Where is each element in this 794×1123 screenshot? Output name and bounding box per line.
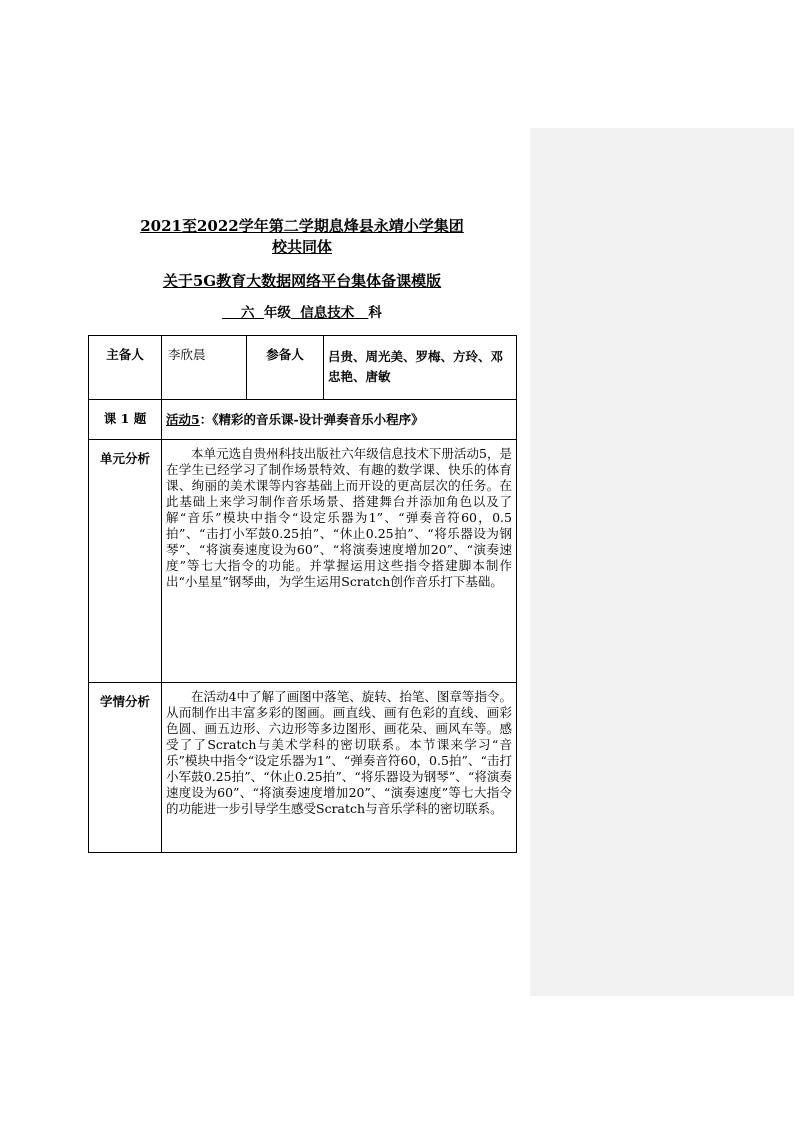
grade-unit: 年级 bbox=[263, 305, 291, 321]
unit-analysis-text: 本单元选自贵州科技出版社六年级信息技术下册活动5，是在学生已经学习了制作场景特效、有趣的数学课、快乐的体育课、绚丽的美术课等内容基础上而开设的更高层次的任务。在此基础上来学习制作音乐场景、搭建舞台并添加角色以及了解“音乐”模块中指令“设定乐器为1”、“弹奏音符60，0.5拍”、“击打小军鼓0.25拍”、“休止0.25拍”、“将乐器设为钢琴”、“将演奏速度设为60”、“将演奏速度增加20”、“演奏速度”等七大指令的功能。并掌握运用这些指令搭建脚本制作出“小星星”钢琴曲，为学生运用Scratch创作音乐打下基础。 bbox=[162, 440, 517, 683]
subject-unit: 科 bbox=[368, 305, 382, 321]
comment-pane bbox=[530, 128, 794, 996]
student-analysis-text: 在活动4中了解了画图中落笔、旋转、抬笔、图章等指令。从而制作出丰富多彩的图画。画直线、画有色彩的直线、画彩色圆、画五边形、六边形等多边图形、画花朵、画风车等。感受了了Scratch与美术学科的密切联系。本节课来学习“音乐”模块中指令“设定乐器为1”、“弹奏音符60，0.5拍”、“击打小军鼓0.25拍”、“休止0.25拍”、“将乐器设为钢琴”、“将演奏速度设为60”、“将演奏速度增加20”、“演奏速度”等七大指令的功能进一步引导学生感受Scratch与音乐学科的密切联系。 bbox=[162, 683, 517, 853]
grade-value: 六 bbox=[240, 305, 255, 321]
document-title-line2: 校共同体 bbox=[271, 238, 332, 256]
participants-names: 吕贵、周光美、罗梅、方玲、邓忠艳、唐敏 bbox=[324, 336, 517, 400]
table-row bbox=[89, 440, 517, 683]
host-name: 李欣晨 bbox=[162, 336, 247, 400]
host-label: 主备人 bbox=[89, 336, 162, 400]
unit-analysis-label: 单元分析 bbox=[89, 440, 162, 683]
grade-blank bbox=[222, 305, 264, 321]
student-analysis-label: 学情分析 bbox=[89, 683, 162, 853]
subject-value: 信息技术 bbox=[300, 305, 355, 321]
table-row bbox=[89, 400, 517, 440]
participants-label: 参备人 bbox=[247, 336, 324, 400]
topic-cell bbox=[162, 400, 517, 440]
table-row bbox=[89, 336, 517, 400]
subject-blank bbox=[291, 305, 369, 321]
topic-prefix: 活动5 bbox=[166, 412, 200, 427]
table-row bbox=[89, 683, 517, 853]
document-title-line3: 关于5G教育大数据网络平台集体备课模版 bbox=[162, 272, 442, 290]
topic-label: 课 1 题 bbox=[89, 400, 162, 440]
topic-text: ：《精彩的音乐课-设计弹奏音乐小程序》 bbox=[199, 412, 424, 427]
document-title-line1: 2021至2022学年第二学期息烽县永靖小学集团 bbox=[140, 217, 464, 235]
lesson-plan-table bbox=[88, 335, 517, 853]
grade-subject-line bbox=[88, 304, 516, 322]
